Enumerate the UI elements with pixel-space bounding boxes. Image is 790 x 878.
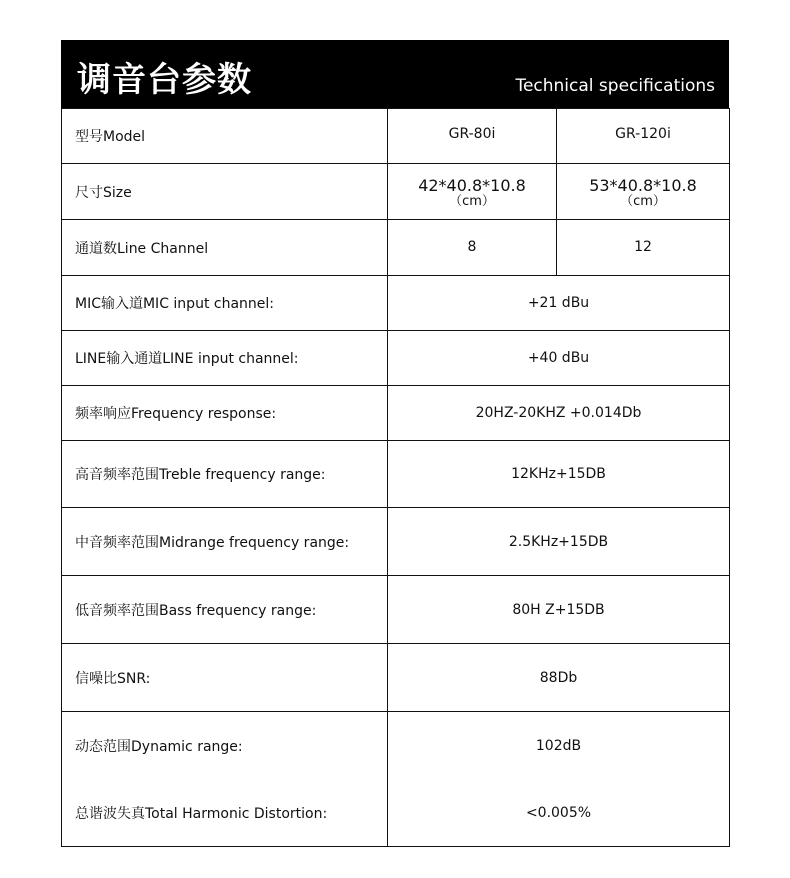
table-row-size <box>62 164 730 220</box>
spec-label: LINE输入通道LINE input channel: <box>62 331 388 386</box>
spec-value-thd: <0.005% <box>525 804 592 821</box>
spec-label: 尺寸Size <box>62 164 388 220</box>
spec-value: 12KHz+15DB <box>388 441 730 508</box>
spec-value-gr120i: GR-120i <box>557 109 730 164</box>
spec-label: 频率响应Frequency response: <box>62 386 388 441</box>
spec-value: +40 dBu <box>388 331 730 386</box>
table-row-mic-input <box>62 276 730 331</box>
table-row-freq-response <box>62 386 730 441</box>
table-row-model <box>62 109 730 164</box>
spec-value-stack <box>388 712 730 847</box>
table-row-dynamic-thd <box>62 712 730 847</box>
size-unit: （cm） <box>620 193 666 209</box>
spec-value-gr120i: 12 <box>557 220 730 276</box>
header-banner <box>61 40 729 108</box>
spec-label: 信噪比SNR: <box>62 644 388 712</box>
spec-label: 高音频率范围Treble frequency range: <box>62 441 388 508</box>
spec-label-stack <box>62 712 388 847</box>
size-value: 42*40.8*10.8 <box>418 175 526 195</box>
spec-value: 20HZ-20KHZ +0.014Db <box>388 386 730 441</box>
spec-value-gr80i: GR-80i <box>388 109 557 164</box>
spec-value-gr120i <box>557 164 730 220</box>
spec-value-gr80i: 8 <box>388 220 557 276</box>
spec-value-dynamic-range: 102dB <box>535 737 582 754</box>
spec-value: 80H Z+15DB <box>388 576 730 644</box>
spec-value-gr80i <box>388 164 557 220</box>
spec-label-thd: 总谐波失真Total Harmonic Distortion: <box>75 805 328 822</box>
spec-table <box>61 108 730 847</box>
spec-label-dynamic-range: 动态范围Dynamic range: <box>75 738 243 755</box>
table-row-treble <box>62 441 730 508</box>
spec-label: 中音频率范围Midrange frequency range: <box>62 508 388 576</box>
page-subtitle: Technical specifications <box>515 76 715 96</box>
size-value: 53*40.8*10.8 <box>589 175 697 195</box>
spec-label: MIC输入道MIC input channel: <box>62 276 388 331</box>
table-row-snr <box>62 644 730 712</box>
page-title: 调音台参数 <box>77 60 252 100</box>
table-row-channels <box>62 220 730 276</box>
spec-label: 通道数Line Channel <box>62 220 388 276</box>
spec-label: 低音频率范围Bass frequency range: <box>62 576 388 644</box>
table-row-midrange <box>62 508 730 576</box>
spec-value: +21 dBu <box>388 276 730 331</box>
spec-sheet <box>61 40 729 847</box>
table-row-line-input <box>62 331 730 386</box>
spec-value: 2.5KHz+15DB <box>388 508 730 576</box>
spec-label: 型号Model <box>62 109 388 164</box>
table-row-bass <box>62 576 730 644</box>
size-unit: （cm） <box>449 193 495 209</box>
spec-value: 88Db <box>388 644 730 712</box>
